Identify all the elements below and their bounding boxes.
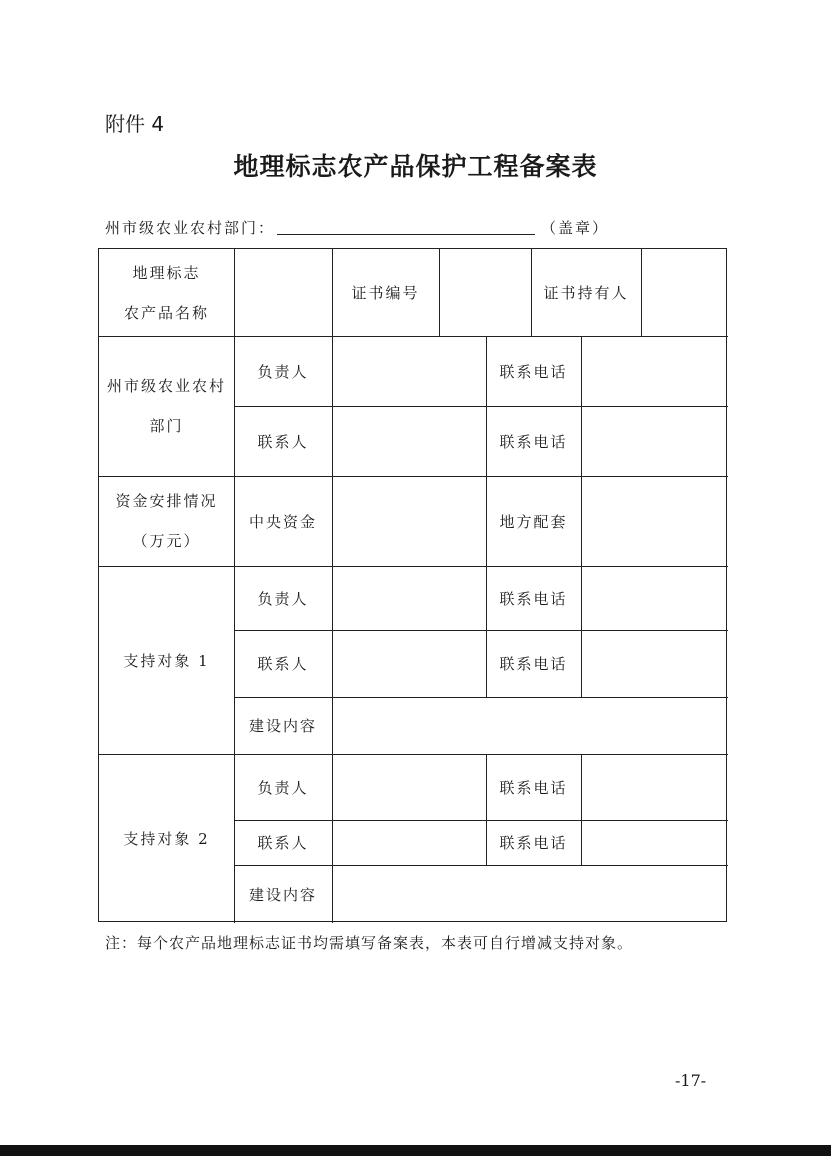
cert-holder-label: 证书持有人	[543, 284, 629, 302]
target1-construction-label: 建设内容	[248, 717, 317, 735]
target1-contact-phone-label: 联系电话	[499, 655, 568, 673]
dept-phone-label: 联系电话	[499, 362, 568, 381]
page-title: 地理标志农产品保护工程备案表	[233, 152, 598, 181]
target1-phone-field[interactable]	[581, 566, 728, 630]
target2-construction-field[interactable]	[332, 865, 728, 923]
target1-person-in-charge-field[interactable]	[332, 566, 486, 630]
target2-contact-phone-label: 联系电话	[499, 834, 568, 852]
target2-contact-field[interactable]	[332, 820, 486, 865]
dept-contact-field[interactable]	[332, 406, 486, 476]
dept-contact-phone-field[interactable]	[581, 406, 728, 476]
dept-contact-phone-label: 联系电话	[499, 432, 568, 451]
target2-contact-phone-field[interactable]	[581, 820, 728, 865]
dept-blank-field[interactable]	[277, 220, 535, 235]
dept-phone-field[interactable]	[581, 336, 728, 406]
dept-line	[105, 217, 609, 238]
target2-phone-label: 联系电话	[499, 778, 568, 797]
cert-no-field[interactable]	[439, 249, 531, 336]
target2-contact-label: 联系人	[257, 834, 309, 852]
dept-section-label-line2: 部门	[149, 417, 184, 435]
seal-label: （盖章）	[541, 219, 610, 237]
target2-person-in-charge-field[interactable]	[332, 754, 486, 820]
scan-bottom-edge	[0, 1145, 831, 1156]
target1-person-in-charge-label: 负责人	[257, 589, 309, 608]
target1-contact-phone-field[interactable]	[581, 630, 728, 697]
dept-contact-label: 联系人	[257, 432, 309, 451]
central-funds-field[interactable]	[332, 476, 486, 566]
support-target-2-label: 支持对象 2	[123, 830, 210, 848]
central-funds-label: 中央资金	[248, 512, 317, 531]
funds-label-line2: （万元）	[132, 532, 201, 550]
target1-construction-field[interactable]	[332, 697, 728, 754]
product-name-label-line1: 地理标志	[132, 263, 201, 282]
target2-phone-field[interactable]	[581, 754, 728, 820]
dept-section-label-line1: 州市级农业农村	[106, 377, 226, 395]
funds-label-line1: 资金安排情况	[115, 492, 218, 510]
cert-holder-field[interactable]	[641, 249, 728, 336]
product-name-label-line2: 农产品名称	[123, 303, 209, 322]
target2-construction-label: 建设内容	[248, 885, 317, 904]
dept-label: 州市级农业农村部门：	[105, 219, 276, 237]
filing-table	[98, 248, 727, 922]
local-match-label: 地方配套	[499, 512, 568, 531]
target1-contact-label: 联系人	[257, 655, 309, 673]
cert-no-label: 证书编号	[351, 284, 420, 302]
dept-section-label	[99, 336, 234, 476]
dept-person-in-charge-label: 负责人	[257, 362, 309, 381]
footnote: 注：每个农产品地理标志证书均需填写备案表，本表可自行增减支持对象。	[105, 934, 634, 952]
page-number: -17-	[675, 1071, 707, 1090]
target1-contact-field[interactable]	[332, 630, 486, 697]
target1-phone-label: 联系电话	[499, 589, 568, 608]
product-name-field[interactable]	[234, 249, 332, 336]
attachment-label: 附件 4	[105, 112, 165, 136]
support-target-1-label: 支持对象 1	[123, 651, 210, 670]
local-match-field[interactable]	[581, 476, 728, 566]
target2-person-in-charge-label: 负责人	[257, 778, 309, 797]
funds-label	[99, 476, 234, 566]
dept-person-in-charge-field[interactable]	[332, 336, 486, 406]
product-name-label	[99, 249, 234, 336]
